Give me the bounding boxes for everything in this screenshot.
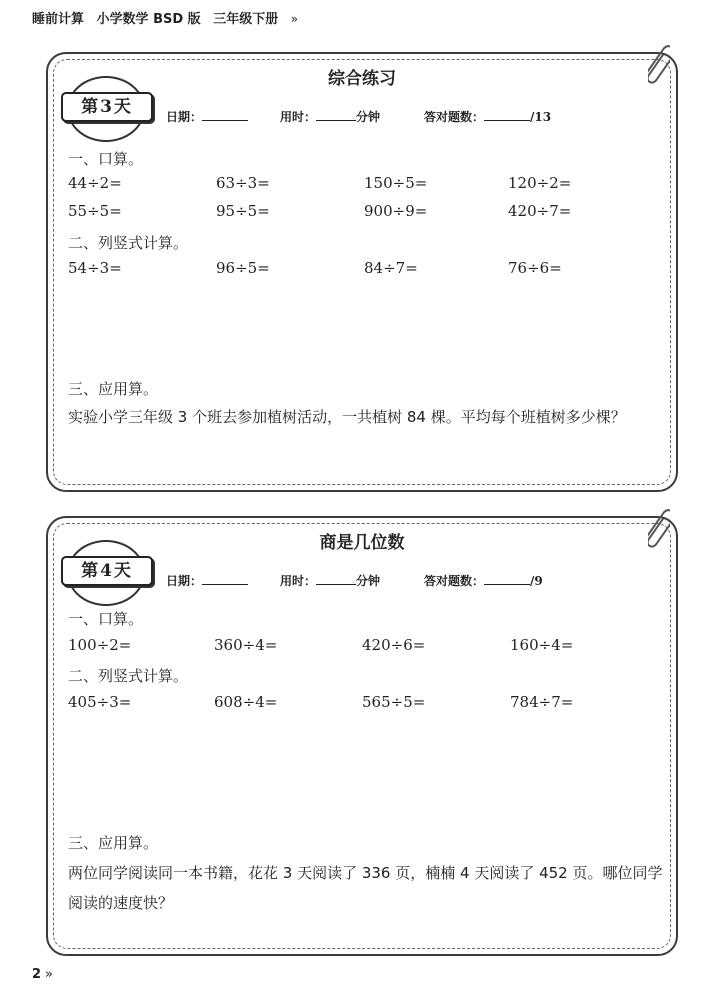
chevron-icon: » bbox=[290, 12, 299, 26]
time-field[interactable] bbox=[280, 108, 380, 125]
oral-problem: 55÷5= bbox=[68, 202, 122, 220]
page-footer bbox=[32, 967, 53, 982]
word-problem-text: 两位同学阅读同一本书籍，花花 3 天阅读了 336 页，楠楠 4 天阅读了 452 页。哪位同学阅读的速度快？ bbox=[68, 864, 663, 912]
book-title: 睡前计算 bbox=[32, 12, 85, 27]
vertical-problem: 84÷7= bbox=[364, 259, 418, 277]
page-header bbox=[32, 8, 306, 28]
score-label: 答对题数： bbox=[424, 110, 485, 124]
badge-label: 第4天 bbox=[61, 556, 153, 586]
date-label: 日期： bbox=[166, 110, 203, 124]
score-field[interactable] bbox=[424, 108, 551, 125]
vertical-problem: 784÷7= bbox=[510, 693, 574, 711]
date-label: 日期： bbox=[166, 574, 203, 588]
section-title: 商是几位数 bbox=[319, 533, 405, 553]
day4-card bbox=[46, 516, 678, 956]
date-field[interactable] bbox=[166, 108, 248, 125]
vertical-problem: 76÷6= bbox=[508, 259, 562, 277]
oral-problem: 44÷2= bbox=[68, 174, 122, 192]
vertical-problem: 54÷3= bbox=[68, 259, 122, 277]
oral-problem: 900÷9= bbox=[364, 202, 428, 220]
score-blank[interactable] bbox=[484, 572, 530, 585]
chevron-icon: » bbox=[45, 967, 54, 982]
vertical-problem: 96÷5= bbox=[216, 259, 270, 277]
score-blank[interactable] bbox=[484, 108, 530, 121]
section-word-problem: 三、应用算。 bbox=[68, 380, 159, 398]
oral-problem: 420÷7= bbox=[508, 202, 572, 220]
grade-label: 三年级下册 bbox=[213, 12, 279, 27]
score-field[interactable] bbox=[424, 572, 543, 589]
date-blank[interactable] bbox=[202, 108, 248, 121]
score-label: 答对题数： bbox=[424, 574, 485, 588]
oral-problem: 420÷6= bbox=[362, 636, 426, 654]
section-title: 综合练习 bbox=[328, 69, 396, 89]
oral-problem: 120÷2= bbox=[508, 174, 572, 192]
time-field[interactable] bbox=[280, 572, 380, 589]
oral-problem: 360÷4= bbox=[214, 636, 278, 654]
day3-card bbox=[46, 52, 678, 492]
time-blank[interactable] bbox=[316, 572, 356, 585]
vertical-problem: 608÷4= bbox=[214, 693, 278, 711]
section-oral: 一、口算。 bbox=[68, 610, 144, 628]
oral-problem: 160÷4= bbox=[510, 636, 574, 654]
time-label: 用时： bbox=[280, 574, 317, 588]
time-unit: 分钟 bbox=[356, 574, 381, 588]
date-blank[interactable] bbox=[202, 572, 248, 585]
vertical-problem: 405÷3= bbox=[68, 693, 132, 711]
oral-problem: 63÷3= bbox=[216, 174, 270, 192]
oral-problem: 95÷5= bbox=[216, 202, 270, 220]
score-total: /9 bbox=[530, 574, 543, 588]
oral-problem: 100÷2= bbox=[68, 636, 132, 654]
section-oral: 一、口算。 bbox=[68, 150, 144, 168]
word-problem-text: 实验小学三年级 3 个班去参加植树活动，一共植树 84 棵。平均每个班植树多少棵？ bbox=[68, 408, 626, 426]
subject-label: 小学数学 BSD 版 bbox=[96, 12, 201, 27]
score-total: /13 bbox=[530, 110, 552, 124]
section-vertical: 二、列竖式计算。 bbox=[68, 667, 189, 685]
oral-problem: 150÷5= bbox=[364, 174, 428, 192]
page-number: 2 bbox=[32, 967, 42, 982]
time-label: 用时： bbox=[280, 110, 317, 124]
vertical-problem: 565÷5= bbox=[362, 693, 426, 711]
section-vertical: 二、列竖式计算。 bbox=[68, 234, 189, 252]
section-word-problem: 三、应用算。 bbox=[68, 834, 159, 852]
time-blank[interactable] bbox=[316, 108, 356, 121]
time-unit: 分钟 bbox=[356, 110, 381, 124]
badge-label: 第3天 bbox=[61, 92, 153, 122]
date-field[interactable] bbox=[166, 572, 248, 589]
